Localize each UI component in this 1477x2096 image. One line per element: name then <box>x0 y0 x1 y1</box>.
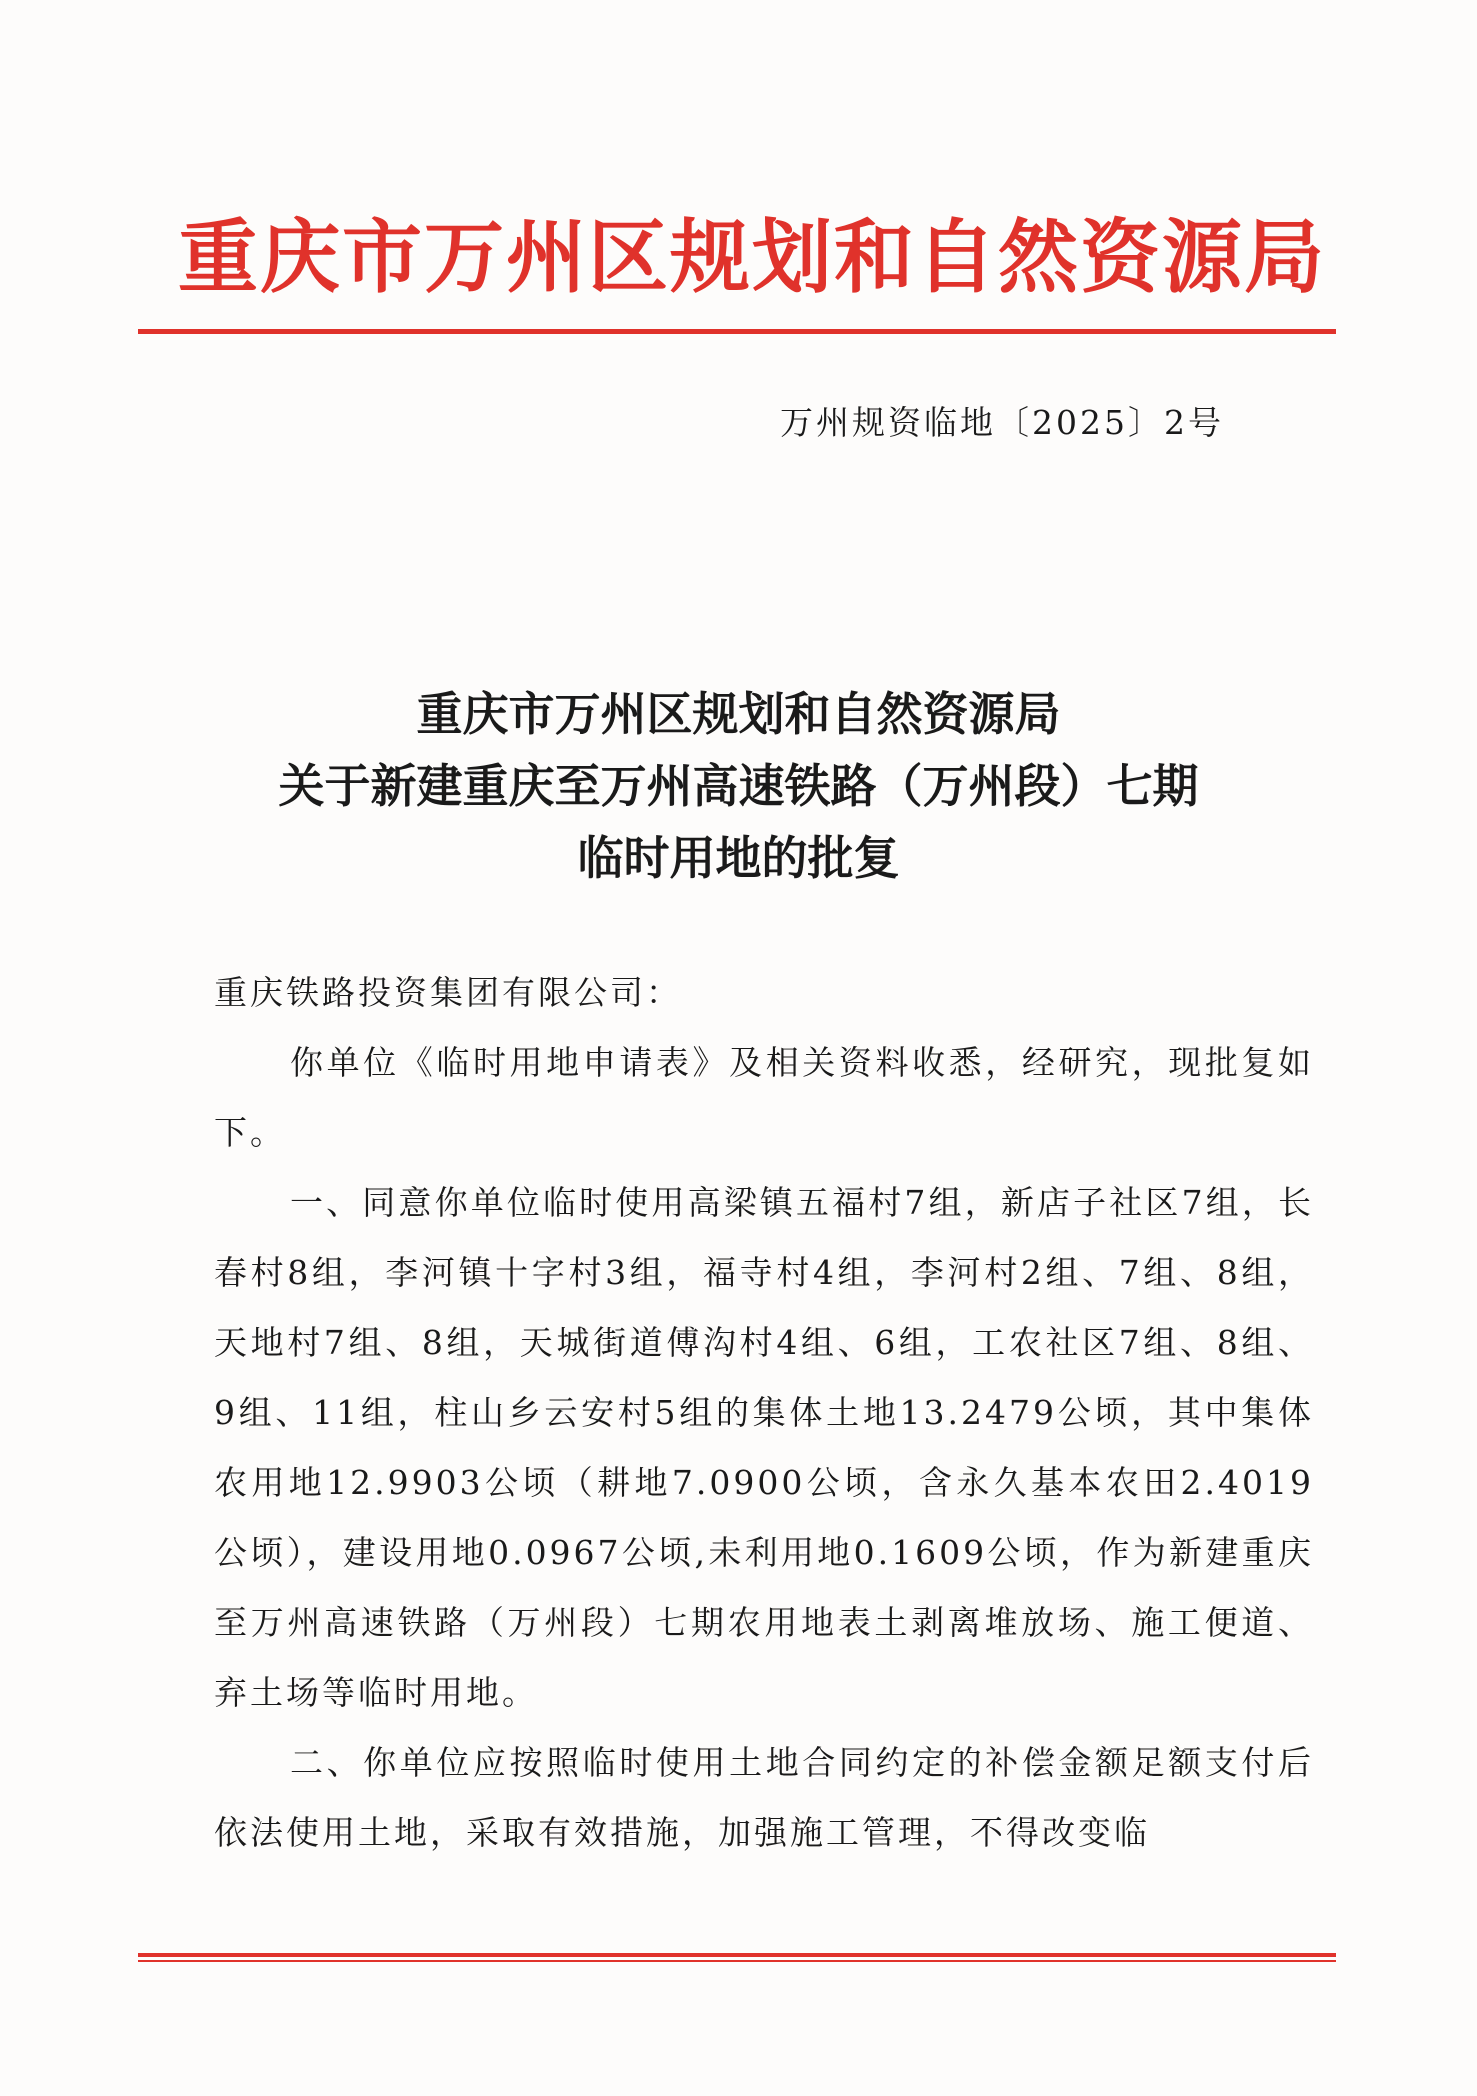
document-body <box>214 958 1314 1868</box>
title-line: 重庆市万州区规划和自然资源局 <box>416 687 1061 741</box>
document-title <box>150 678 1327 894</box>
paragraph-item-1: 一、同意你单位临时使用高梁镇五福村7组，新店子社区7组，长春村8组，李河镇十字村3组，福寺村4组，李河村2组、7组、8组，天地村7组、8组，天城街道傅沟村4组、6组，工农社区7组、8组、9组、11组，柱山乡云安村5组的集体土地13.2479公顷，其中集体农用地12.9903公顷（耕地7.0900公顷，含永久基本农田2.4019公顷），建设用地0.0967公顷,未利用地0.1609公顷，作为新建重庆至万州高速铁路（万州段）七期农用地表土剥离堆放场、施工便道、弃土场等临时用地。 <box>214 1183 1314 1712</box>
title-line: 关于新建重庆至万州高速铁路（万州段）七期 <box>278 759 1199 813</box>
footer-red-rule <box>138 1953 1336 1957</box>
document-number: 万州规资临地〔2025〕2号 <box>780 403 1224 442</box>
letterhead-red-rule <box>138 329 1336 334</box>
addressee: 重庆铁路投资集团有限公司： <box>214 973 682 1012</box>
paragraph-item-2: 二、你单位应按照临时使用土地合同约定的补偿金额足额支付后依法使用土地，采取有效措施，加强施工管理，不得改变临 <box>214 1743 1314 1852</box>
paragraph-intro: 你单位《临时用地申请表》及相关资料收悉，经研究，现批复如下。 <box>214 1043 1314 1152</box>
letterhead-title: 重庆市万州区规划和自然资源局 <box>178 211 1326 304</box>
title-line: 临时用地的批复 <box>577 831 900 885</box>
footer-red-rule-thin <box>138 1960 1336 1962</box>
